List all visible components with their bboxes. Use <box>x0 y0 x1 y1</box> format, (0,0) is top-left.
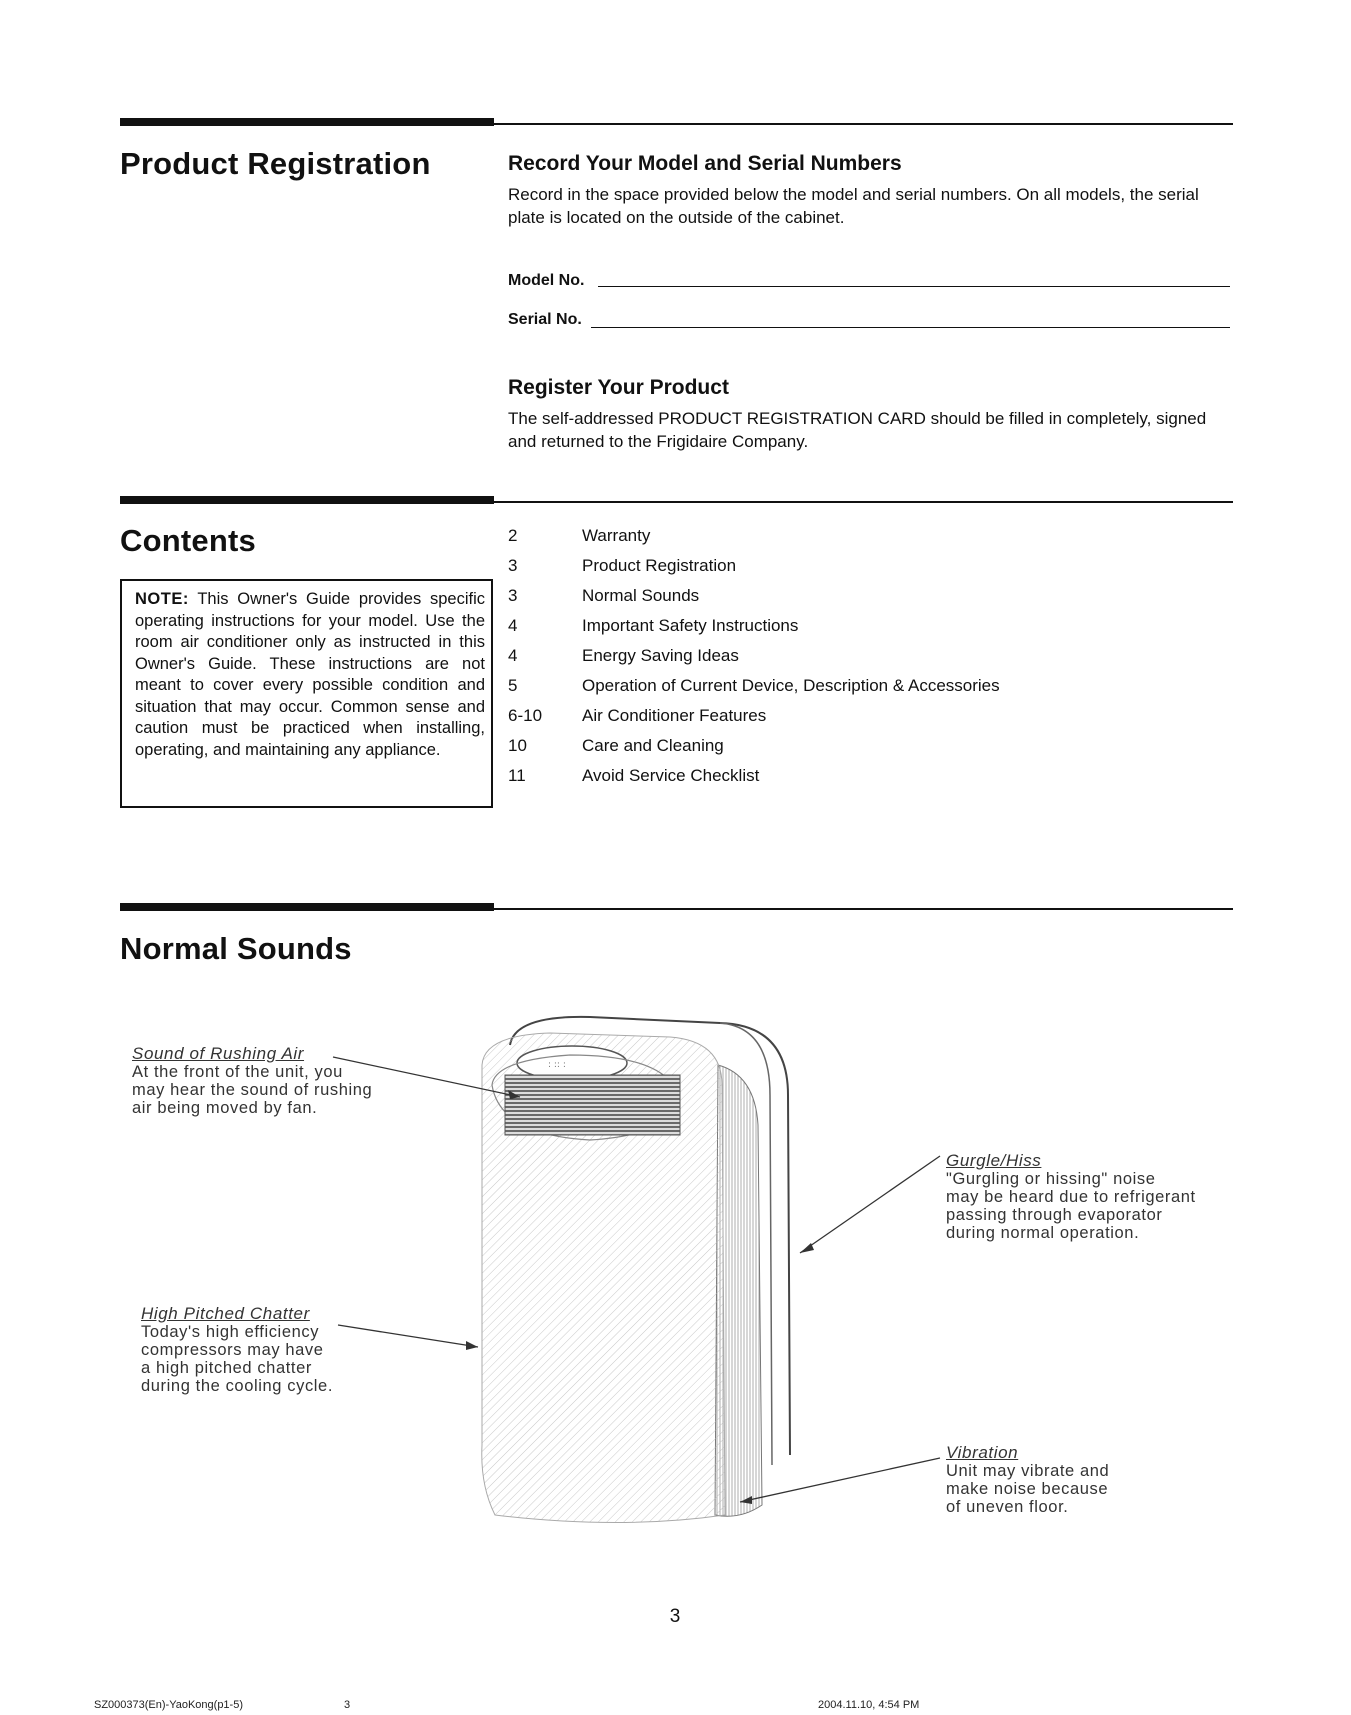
toc-item[interactable]: 4 Important Safety Instructions <box>508 616 799 635</box>
model-number-label: Model No. <box>508 272 585 289</box>
svg-text:: :: :: : :: : <box>548 1060 566 1070</box>
register-heading: Register Your Product <box>508 376 729 399</box>
toc-item[interactable]: 4 Energy Saving Ideas <box>508 646 739 665</box>
registration-title: Product Registration <box>120 146 431 181</box>
callout-high-pitched-chatter: High Pitched Chatter Today's high efficiency compressors may have a high pitched chatter during the cooling cycle. <box>141 1304 334 1395</box>
toc-item[interactable]: 3 Product Registration <box>508 556 737 575</box>
page-number: 3 <box>669 1606 681 1627</box>
footer-sheet: 3 <box>344 1699 351 1711</box>
toc-item[interactable]: 6-10 Air Conditioner Features <box>508 706 767 725</box>
register-text: The self-addressed PRODUCT REGISTRATION CARD should be filled in completely, signed and returned to the Frigidaire Company. <box>508 409 1207 451</box>
callout-rushing-air: Sound of Rushing Air At the front of the unit, you may hear the sound of rushing air being moved by fan. <box>132 1044 373 1117</box>
footer-doc-id: SZ000373(En)-YaoKong(p1-5) <box>94 1699 243 1711</box>
footer-timestamp: 2004.11.10, 4:54 PM <box>818 1699 920 1711</box>
toc-item[interactable]: 3 Normal Sounds <box>508 586 700 605</box>
serial-number-label: Serial No. <box>508 311 582 328</box>
sounds-title: Normal Sounds <box>120 931 352 966</box>
callout-vibration: Vibration Unit may vibrate and make noise because of uneven floor. <box>946 1443 1110 1516</box>
callout-gurgle-hiss: Gurgle/Hiss "Gurgling or hissing" noise may be heard due to refrigerant passing through evaporator during normal operation. <box>946 1151 1196 1242</box>
toc-item[interactable]: 11 Avoid Service Checklist <box>508 766 760 785</box>
record-text: Record in the space provided below the model and serial numbers. On all models, the serial plate is located on the outside of the cabinet. <box>508 185 1199 227</box>
contents-title: Contents <box>120 523 256 558</box>
record-heading: Record Your Model and Serial Numbers <box>508 152 902 175</box>
toc-item[interactable]: 10 Care and Cleaning <box>508 736 724 755</box>
toc-item[interactable]: 2 Warranty <box>508 526 651 545</box>
note-text: NOTE: This Owner's Guide provides specific operating instructions for your model. Use the room air conditioner only as instructed in this Owner's Guide. These instructions are not meant to cover every possible condition and situation that may occur. Common sense and caution must be practiced when installing, operating, and maintaining any appliance. <box>135 590 485 759</box>
toc-item[interactable]: 5 Operation of Current Device, Description & Accessories <box>508 676 1000 695</box>
